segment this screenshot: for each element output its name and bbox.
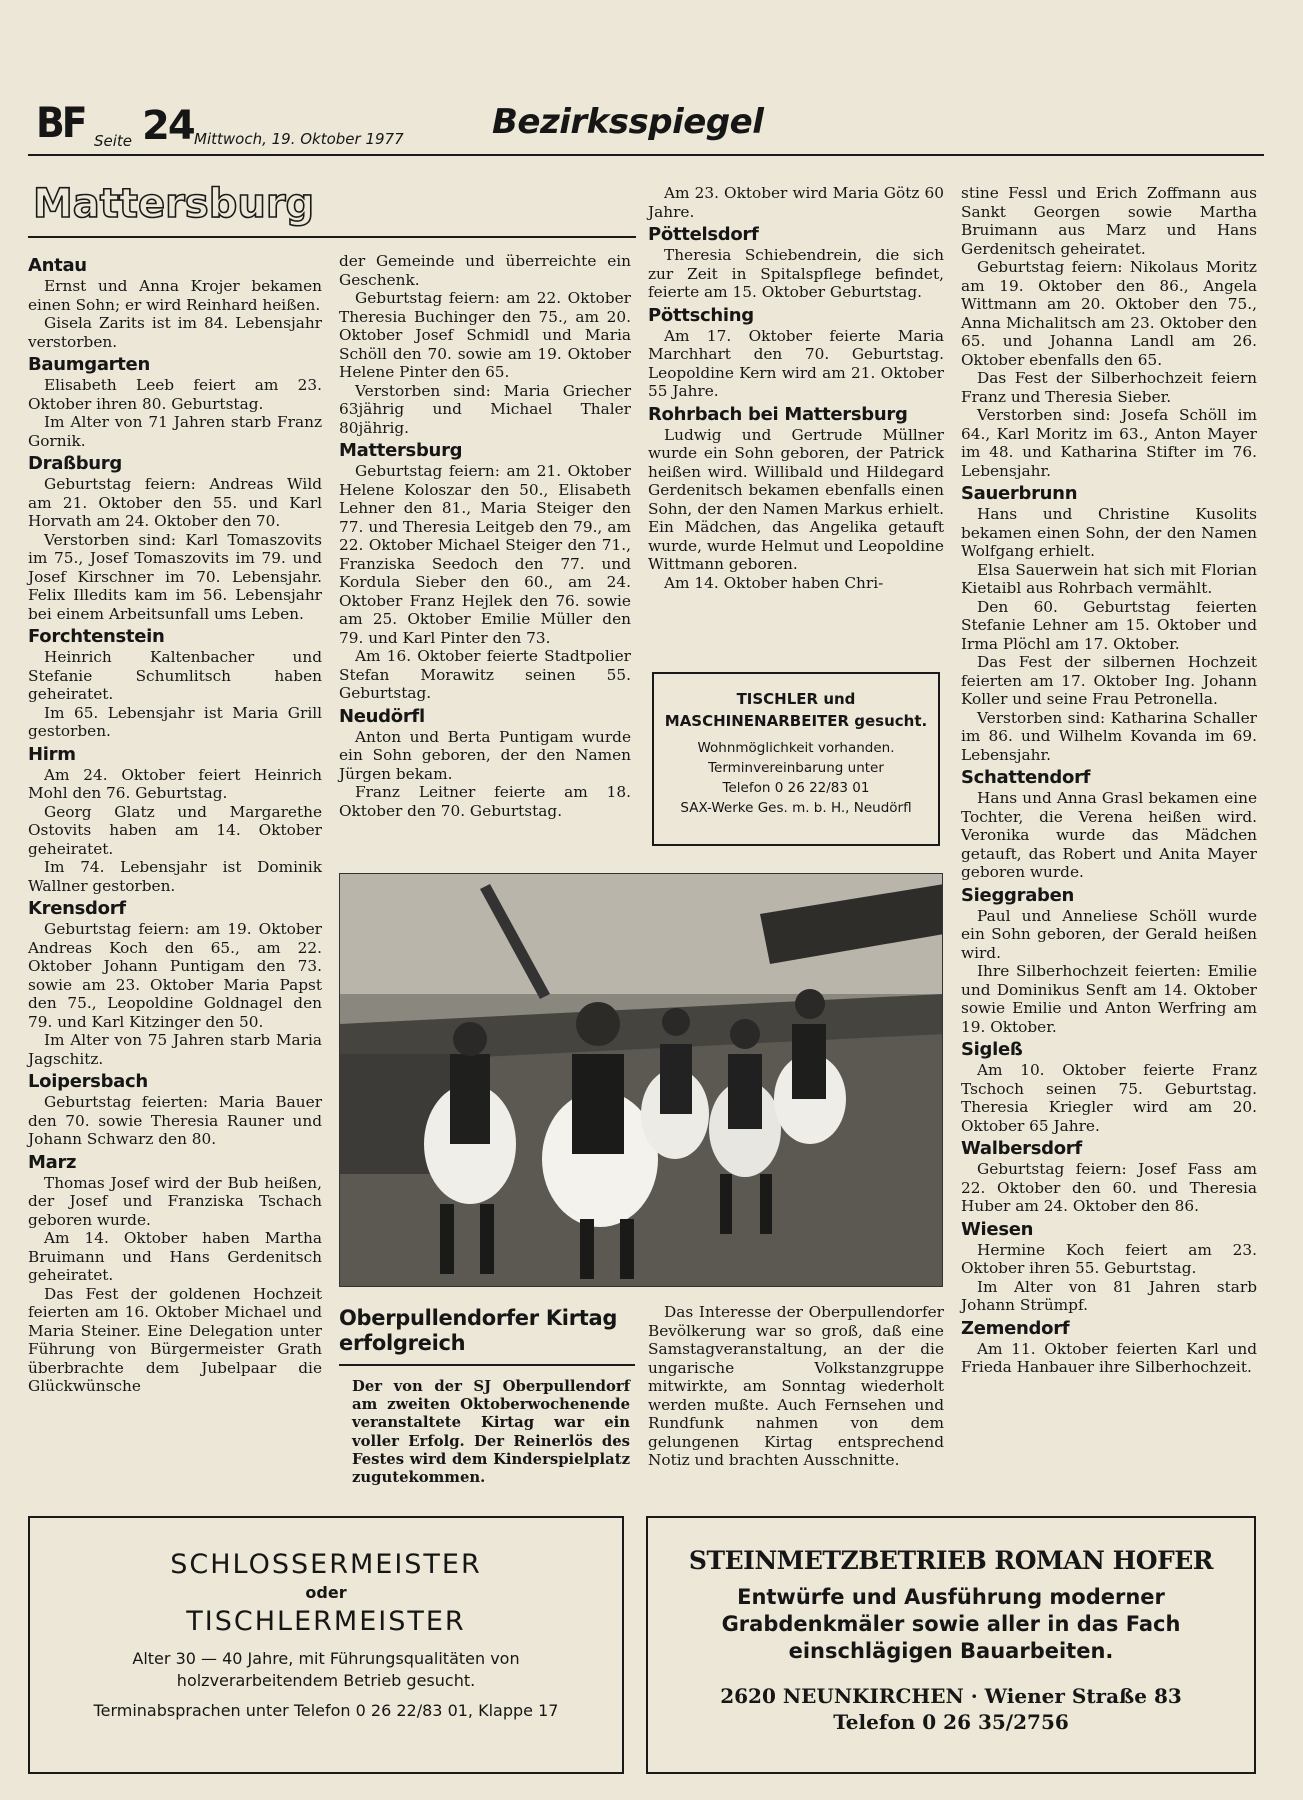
paragraph: Im Alter von 75 Jahren starb Maria Jagschitz.: [28, 1031, 322, 1068]
paragraph: Elsa Sauerwein hat sich mit Florian Kietaibl aus Rohrbach vermählt.: [961, 560, 1257, 597]
heading-neudoerfl: Neudörfl: [339, 705, 425, 727]
paragraph: Geburtstag feiern: Nikolaus Moritz am 19. Oktober den 86., Angela Wittmann am 20. Oktober den 75., Anna Michalitsch am 23. Oktober den 65. und Johanna Landl am 26. Oktober ebenfalls den 65.: [961, 258, 1257, 369]
page-number: 24: [142, 103, 194, 149]
paragraph: Verstorben sind: Josefa Schöll im 64., Karl Moritz im 63., Anton Mayer im 48. und Katharina Stifter im 76. Lebensjahr.: [961, 406, 1257, 480]
ad-schlosser-oder: oder: [305, 1583, 347, 1602]
paragraph: Im Alter von 81 Jahren starb Johann Strümpf.: [961, 1277, 1257, 1314]
kirtag-rule: [339, 1364, 635, 1366]
masthead-rule: [28, 154, 1264, 156]
heading-antau: Antau: [28, 255, 87, 276]
paragraph: Ernst und Anna Krojer bekamen einen Sohn; er wird Reinhard heißen.: [28, 277, 322, 314]
paragraph: Geburtstag feiern: Andreas Wild am 21. Oktober den 55. und Karl Horvath am 24. Oktober den 70.: [28, 475, 322, 530]
kirtag-body: [648, 1303, 944, 1470]
paragraph: Am 14. Oktober haben Chri-: [664, 573, 884, 592]
paragraph: Hans und Christine Kusolits bekamen einen Sohn, der den Namen Wolfgang erhielt.: [961, 505, 1257, 560]
heading-zemendorf: Zemendorf: [961, 1317, 1070, 1339]
region-title: Mattersburg: [33, 181, 315, 227]
column-4: [961, 184, 1257, 1377]
paragraph: Geburtstag feiern: Josef Fass am 22. Oktober den 60. und Theresia Huber am 24. Oktober den 86.: [961, 1160, 1257, 1215]
paragraph: Das Fest der silbernen Hochzeit feierten am 17. Oktober Ing. Johann Koller und seine Frau Petronella.: [961, 653, 1257, 708]
paragraph: Anton und Berta Puntigam wurde ein Sohn geboren, der den Namen Jürgen bekam.: [339, 727, 631, 783]
paragraph: Geburtstag feiern: am 22. Oktober Theresia Buchinger den 75., am 20. Oktober Josef Schmidl und Maria Schöll den 70. sowie am 19. Oktober Helene Pinter den 65.: [339, 289, 631, 381]
paragraph: Verstorben sind: Karl Tomaszovits im 75., Josef Tomaszovits im 79. und Josef Kirschner im 70. Lebensjahr. Felix Illedits kam im 56. Lebensjahr bei einem Arbeitsunfall ums Leben.: [28, 530, 322, 623]
ad-steinmetz-phone: Telefon 0 26 35/2756: [833, 1710, 1069, 1734]
issue-date: Mittwoch, 19. Oktober 1977: [194, 130, 404, 148]
kirtag-dance-photo: [339, 873, 943, 1287]
heading-rohrbach: Rohrbach bei Mattersburg: [648, 403, 908, 425]
paragraph: Im 74. Lebensjahr ist Dominik Wallner gestorben.: [28, 858, 322, 895]
ad-tischler-line2: Terminvereinbarung unter: [708, 760, 884, 776]
ad-steinmetz: [646, 1516, 1256, 1774]
heading-hirm: Hirm: [28, 743, 76, 765]
paragraph: Ihre Silberhochzeit feierten: Emilie und Dominikus Senft am 14. Oktober sowie Emilie und Anton Werfring am 19. Oktober.: [961, 962, 1257, 1036]
paragraph: Verstorben sind: Katharina Schaller im 86. und Wilhelm Kovanda im 69. Lebensjahr.: [961, 708, 1257, 764]
paragraph: Das Fest der Silberhochzeit feiern Franz und Theresia Sieber.: [961, 369, 1257, 406]
paragraph: Geburtstag feierten: Maria Bauer den 70. sowie Theresia Rauner und Johann Schwarz den 80.: [28, 1093, 322, 1148]
column-1: [28, 252, 322, 1396]
kirtag-lead: Der von der SJ Oberpullendorf am zweiten Oktoberwochenende veranstaltete Kirtag war ein voller Erfolg. Der Reinerlös des Festes wird dem Kinderspielplatz zugutekommen.: [352, 1378, 630, 1487]
paragraph: Das Fest der goldenen Hochzeit feierten am 16. Oktober Michael und Maria Steiner. Eine Delegation unter Führung von Bürgermeister Grath überbrachte dem Jubelpaar die Glückwünsche: [28, 1284, 322, 1395]
paragraph: Hans und Anna Grasl bekamen eine Tochter, die Verena heißen wird. Veronika wurde das Mädchen getauft, das Robert und Anita Mayer geboren wurde.: [961, 789, 1257, 881]
heading-baumgarten: Baumgarten: [28, 354, 150, 375]
paragraph: Paul und Anneliese Schöll wurde ein Sohn geboren, der Gerald heißen wird.: [961, 906, 1257, 962]
paragraph-continued: stine Fessl und Erich Zoffmann aus Sankt Georgen sowie Martha Bruimann aus Marz und Hans Gerdenitsch geheiratet.: [961, 184, 1257, 258]
ad-schlossermeister: [28, 1516, 624, 1774]
heading-wiesen: Wiesen: [961, 1218, 1034, 1240]
paragraph: Das Interesse der Oberpullendorfer Bevölkerung war so groß, daß eine Samstagveranstaltung, an der die ungarische Volkstanzgruppe mitwirkte, am Sonntag wiederholt werden mußte. Auch Fernsehen und Rundfunk nahmen von dem gelungenen Kirtag entsprechend Notiz und brachten Ausschnitte.: [648, 1303, 944, 1469]
paragraph: Theresia Schiebendrein, die sich zur Zeit in Spitalspflege befindet, feierte am 15. Oktober Geburtstag.: [648, 246, 944, 301]
heading-sigless: Sigleß: [961, 1039, 1023, 1060]
heading-marz: Marz: [28, 1151, 77, 1173]
ad-tischler-title1: TISCHLER und: [736, 690, 856, 708]
ad-schlosser-phone: Terminabsprachen unter Telefon 0 26 22/83 01, Klappe 17: [93, 1701, 559, 1720]
ad-tischler-line1: Wohnmöglichkeit vorhanden.: [697, 740, 895, 756]
ad-schlosser-title1: SCHLOSSERMEISTER: [170, 1549, 482, 1580]
newspaper-logo: BF: [36, 98, 85, 147]
paragraph-continued: Am 23. Oktober wird Maria Götz 60 Jahre.: [648, 184, 944, 221]
region-title-rule: [28, 236, 636, 238]
ad-tischler-company: SAX-Werke Ges. m. b. H., Neudörfl: [680, 800, 912, 816]
paragraph: Am 10. Oktober feierte Franz Tschoch seinen 75. Geburtstag. Theresia Kriegler wird am 20. Oktober 65 Jahre.: [961, 1061, 1257, 1135]
paragraph: Am 11. Oktober feierten Karl und Frieda Hanbauer ihre Silberhochzeit.: [961, 1339, 1257, 1376]
paragraph: Den 60. Geburtstag feierten Stefanie Lehner am 15. Oktober und Irma Plöchl am 17. Oktober.: [961, 597, 1257, 653]
paragraph: Heinrich Kaltenbacher und Stefanie Schumlitsch haben geheiratet.: [28, 648, 322, 703]
ad-schlosser-line1: Alter 30 — 40 Jahre, mit Führungsqualitäten von holzverarbeitendem Betrieb gesucht.: [132, 1649, 520, 1690]
heading-sieggraben: Sieggraben: [961, 884, 1075, 906]
heading-walbersdorf: Walbersdorf: [961, 1138, 1082, 1159]
page-prefix: Seite: [94, 132, 133, 150]
paragraph-continued: der Gemeinde und überreichte ein Geschenk.: [339, 252, 631, 289]
paragraph: Im 65. Lebensjahr ist Maria Grill gestorben.: [28, 703, 322, 740]
column-2: [339, 252, 631, 820]
ad-tischler: [652, 672, 940, 846]
heading-krensdorf: Krensdorf: [28, 898, 126, 919]
paragraph: Geburtstag feiern: am 19. Oktober Andreas Koch den 65., am 22. Oktober Johann Puntigam den 73. sowie am 23. Oktober Maria Papst den 75., Leopoldine Goldnagel den 79. und Karl Kitzinger den 50.: [28, 920, 322, 1031]
ad-tischler-title2: MASCHINENARBEITER gesucht.: [664, 712, 928, 730]
kirtag-headline: Oberpullendorfer Kirtag erfolgreich: [339, 1306, 618, 1355]
paragraph: Ludwig und Gertrude Müllner wurde ein Sohn geboren, der Patrick heißen wird. Willibald und Hildegard Gerdenitsch bekamen ebenfalls einen Sohn, der den Namen Markus erhielt. Ein Mädchen, das Angelika getauft wurde, wurde Helmut und Leopoldine Wittmann geboren.: [648, 425, 944, 573]
paragraph: Am 14. Oktober haben Martha Bruimann und Hans Gerdenitsch geheiratet.: [28, 1229, 322, 1284]
paragraph: Im Alter von 71 Jahren starb Franz Gornik.: [28, 413, 322, 450]
paragraph: Franz Leitner feierte am 18. Oktober den 70. Geburtstag.: [339, 783, 631, 820]
column-3: [648, 184, 944, 592]
ad-steinmetz-title: STEINMETZBETRIEB ROMAN HOFER: [688, 1546, 1214, 1575]
heading-sauerbrunn: Sauerbrunn: [961, 483, 1078, 504]
heading-poettelsdorf: Pöttelsdorf: [648, 224, 759, 245]
heading-loipersbach: Loipersbach: [28, 1071, 148, 1092]
paragraph: Gisela Zarits ist im 84. Lebensjahr verstorben.: [28, 314, 322, 351]
ad-schlosser-title2: TISCHLERMEISTER: [186, 1606, 466, 1637]
ad-tischler-phone: Telefon 0 26 22/83 01: [722, 780, 870, 796]
paragraph: Thomas Josef wird der Bub heißen, der Josef und Franziska Tschach geboren wurde.: [28, 1173, 322, 1229]
paragraph: Am 24. Oktober feiert Heinrich Mohl den 76. Geburtstag.: [28, 765, 322, 802]
paragraph: Hermine Koch feiert am 23. Oktober ihren 55. Geburtstag.: [961, 1240, 1257, 1277]
paragraph: Am 16. Oktober feierte Stadtpolier Stefan Morawitz seinen 55. Geburtstag.: [339, 647, 631, 702]
heading-drassburg: Draßburg: [28, 453, 122, 474]
heading-mattersburg: Mattersburg: [339, 440, 463, 461]
heading-forchtenstein: Forchtenstein: [28, 626, 165, 647]
paragraph: Georg Glatz und Margarethe Ostovits haben am 14. Oktober geheiratet.: [28, 802, 322, 858]
photo-illustration: [340, 874, 943, 1287]
paragraph: Am 17. Oktober feierte Maria Marchhart den 70. Geburtstag. Leopoldine Kern wird am 21. Oktober 55 Jahre.: [648, 326, 944, 400]
paragraph: Geburtstag feiern: am 21. Oktober Helene Koloszar den 50., Elisabeth Lehner den 81., Maria Steiger den 77. und Theresia Leitgeb den 79., am 22. Oktober Michael Steiger den 71., Franziska Seedoch den 77. und Kordula Sieber den 60., am 24. Oktober Franz Hejlek den 76. sowie am 25. Oktober Emilie Müller den 79. und Karl Pinter den 73.: [339, 462, 631, 647]
paragraph: Elisabeth Leeb feiert am 23. Oktober ihren 80. Geburtstag.: [28, 376, 322, 413]
heading-poettsching: Pöttsching: [648, 304, 754, 326]
paragraph: Verstorben sind: Maria Griecher 63jährig und Michael Thaler 80jährig.: [339, 381, 631, 437]
heading-schattendorf: Schattendorf: [961, 767, 1091, 788]
ad-steinmetz-address: 2620 NEUNKIRCHEN · Wiener Straße 83: [720, 1684, 1182, 1708]
ad-steinmetz-line1: Entwürfe und Ausführung moderner Grabdenkmäler sowie aller in das Fach einschlägigen Bauarbeiten.: [721, 1585, 1181, 1663]
section-title: Bezirksspiegel: [492, 102, 764, 142]
